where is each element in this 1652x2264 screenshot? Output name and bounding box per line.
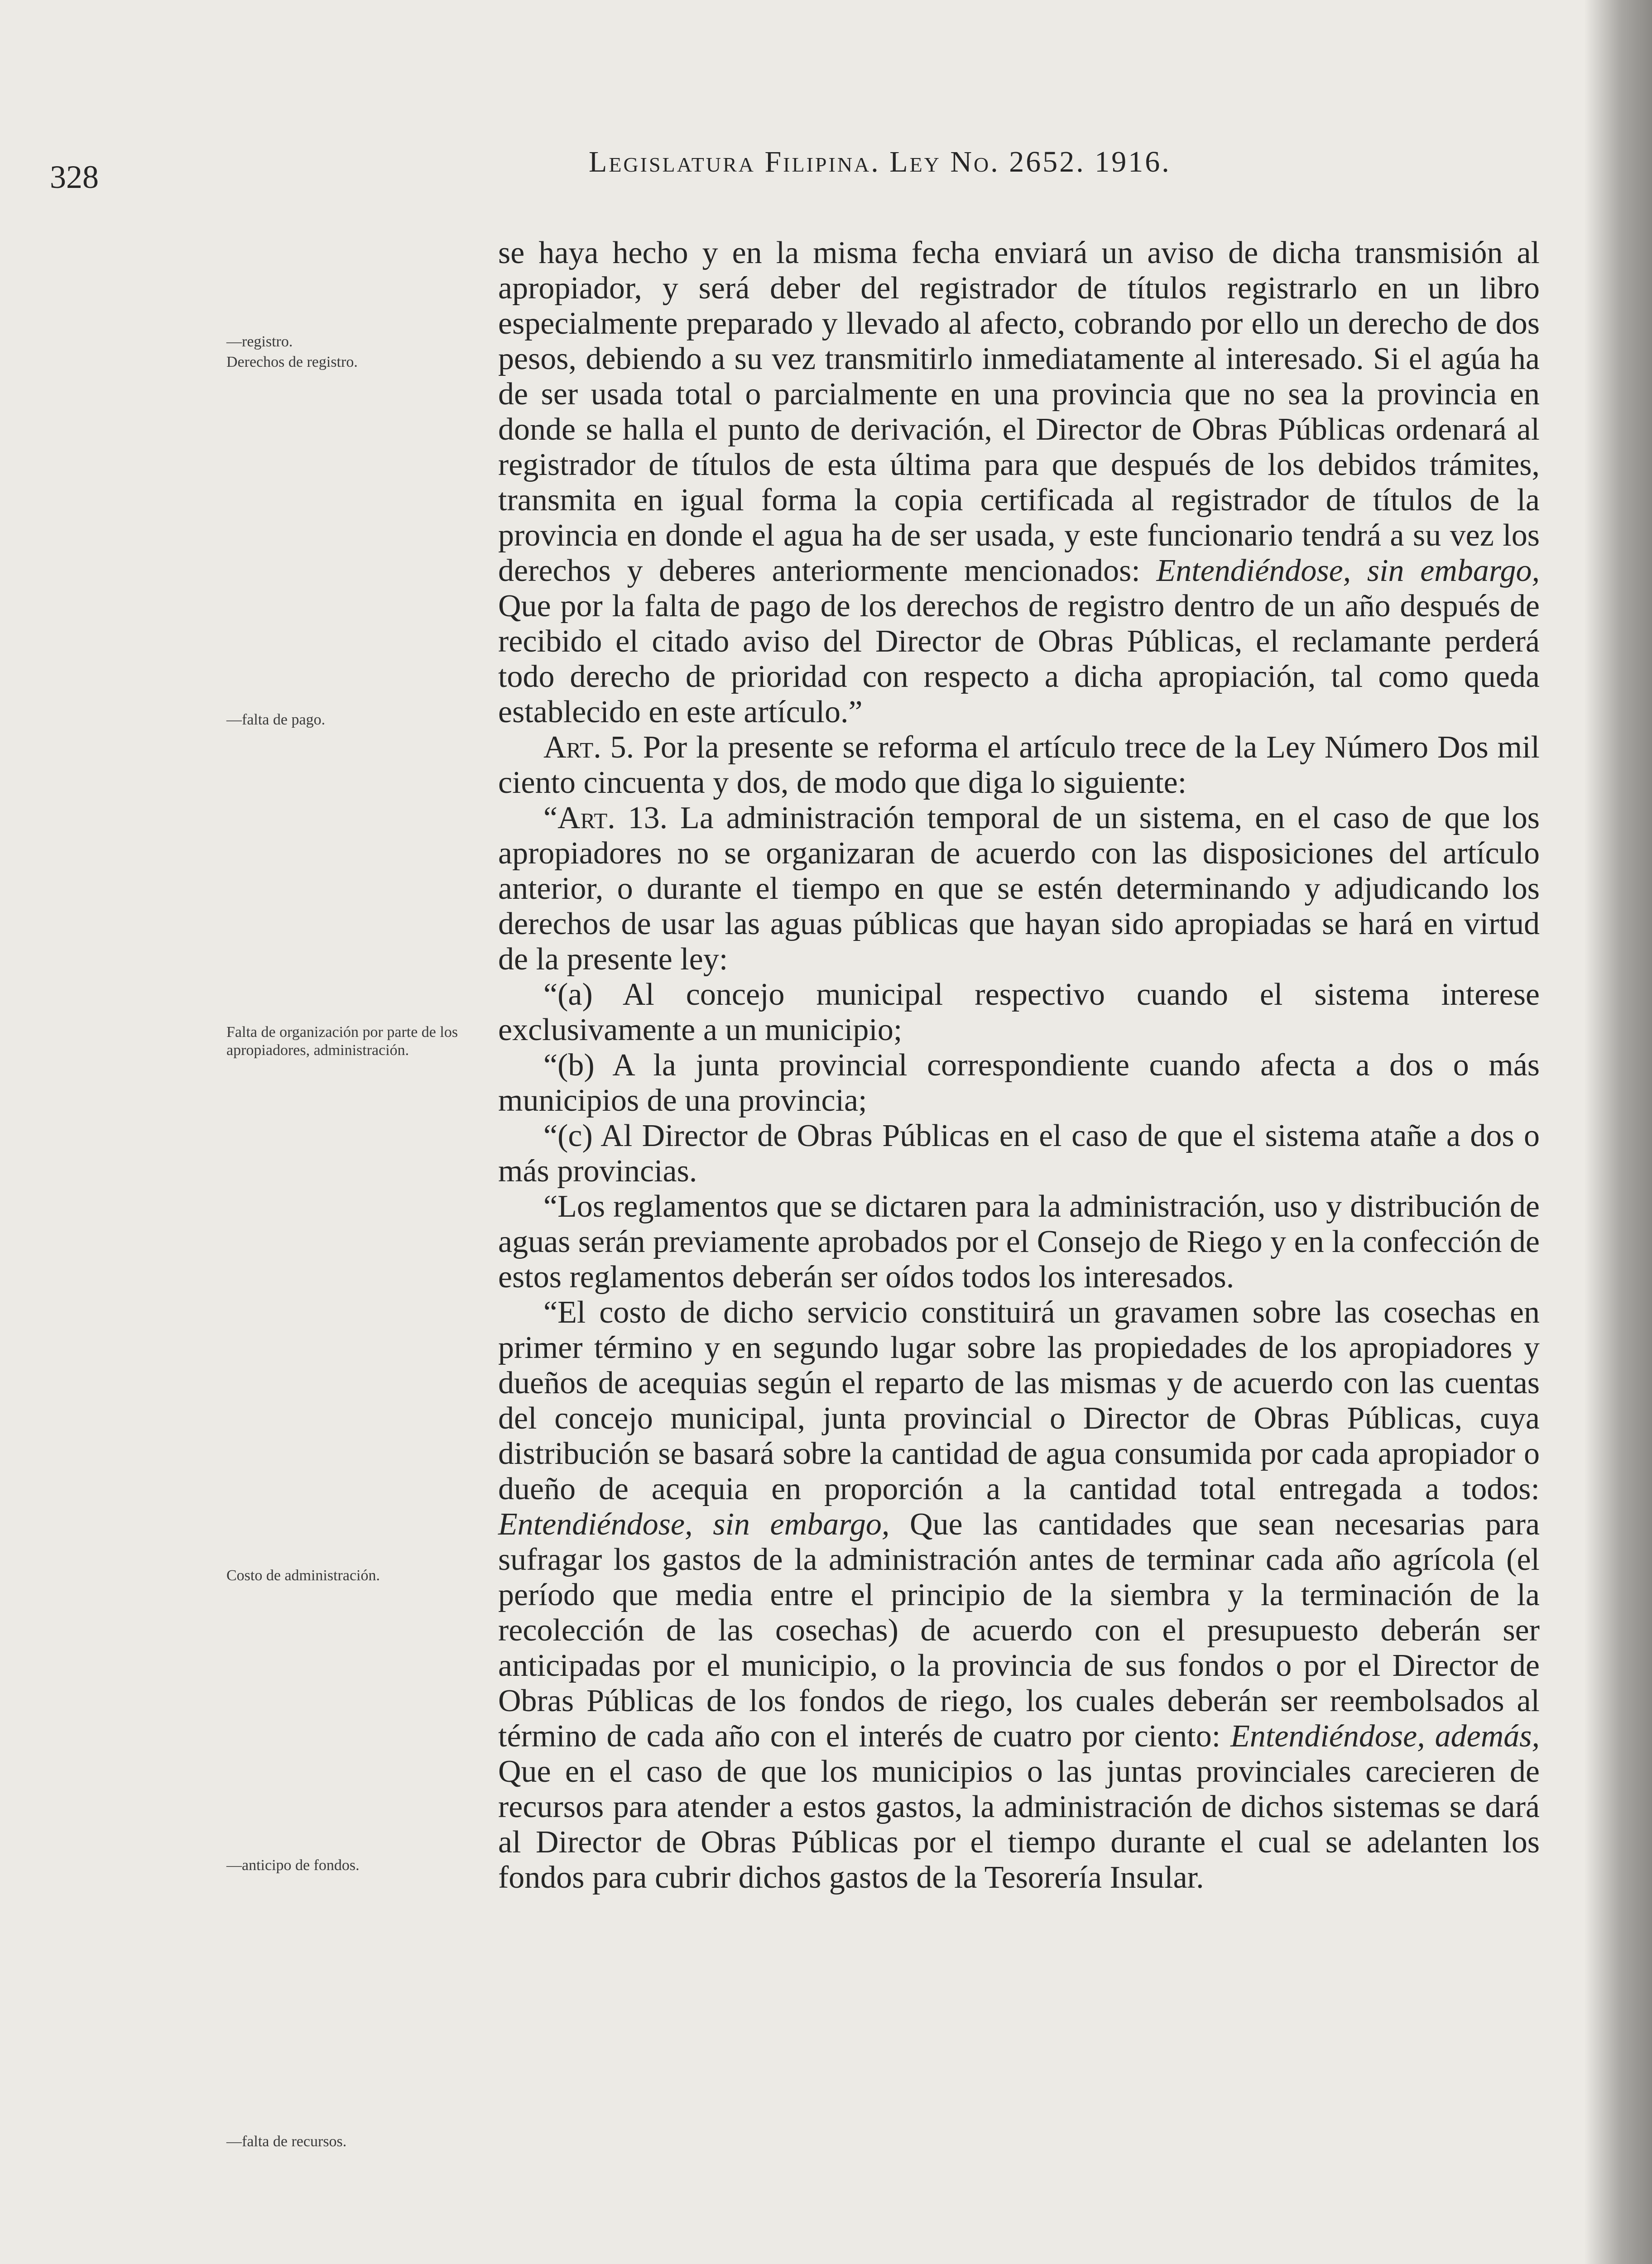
paragraph-article-13: “Art. 13. La administración temporal de un sistema, en el caso de que los apropiadores no se organizaran de acuerdo con las disposiciones del artículo anterior, o durante el tiempo en que se estén determinando y adjudicando los derechos de usar las aguas públicas que hayan sido apropiadas se hará en virtud de la presente ley:: [498, 801, 1540, 977]
margin-note-falta-de-organizacion: Falta de organización por parte de los apropiadores, administración.: [226, 1024, 458, 1059]
paragraph-article-5: Art. 5. Por la presente se reforma el artículo trece de la Ley Número Dos mil ciento cincuenta y dos, de modo que diga lo siguiente:: [498, 730, 1540, 800]
paragraph-registro: se haya hecho y en la misma fecha enviará un aviso de dicha transmisión al apropiador, y será deber del registrador de títulos registrarlo en un libro especialmente preparado y llevado al afecto, cobrando por ello un derecho de dos pesos, debiendo a su vez transmitirlo inmediatamente al interesado. Si el agúa ha de ser usada total o parcialmente en una provincia que no sea la provincia en donde se halla el punto de derivación, el Director de Obras Públicas ordenará al registrador de títulos de esta última para que después de los debidos trámites, transmita en igual forma la copia certificada al registrador de títulos de la provincia en donde el agua ha de ser usada, y este funcionario tendrá a su vez los derechos y deberes anteriormente mencionados: Entendiéndose, sin embargo, Que por la falta de pago de los derechos de registro dentro de un año después de recibido el citado aviso del Director de Obras Públicas, el reclamante perderá todo derecho de prioridad con respecto a dicha apropiación, tal como queda establecido en este artículo.”: [498, 235, 1540, 729]
margin-note-falta-de-recursos: —falta de recursos.: [226, 2133, 347, 2150]
page-edge-shadow: [1584, 0, 1652, 2264]
margin-note-falta-de-pago: —falta de pago.: [226, 711, 326, 728]
margin-note-costo-de-administracion: Costo de administración.: [226, 1567, 380, 1584]
margin-note-anticipo-de-fondos: —anticipo de fondos.: [226, 1857, 360, 1874]
paragraph-reglamentos: “Los reglamentos que se dictaren para la administración, uso y distribución de aguas serán previamente aprobados por el Consejo de Riego y en la confección de estos reglamentos deberán ser oídos todos los interesados.: [498, 1189, 1540, 1295]
running-header: Legislatura Filipina. Ley No. 2652. 1916.: [589, 145, 1171, 178]
paragraph-costo: “El costo de dicho servicio constituirá un gravamen sobre las cosechas en primer término y en segundo lugar sobre las propiedades de los apropiadores y dueños de acequias según el reparto de las mismas y de acuerdo con las cuentas del concejo municipal, junta provincial o Director de Obras Públicas, cuya distribución se basará sobre la cantidad de agua consumida por cada apropiador o dueño de acequia en proporción a la cantidad total entregada a todos: Entendiéndose, sin embargo, Que las cantidades que sean necesarias para sufragar los gastos de la administración antes de terminar cada año agrícola (el período que media entre el principio de la siembra y la terminación de la recolección de las cosechas) de acuerdo con el presupuesto deberán ser anticipadas por el municipio, o la provincia de sus fondos o por el Director de Obras Públicas de los fondos de riego, los cuales deberán ser reembolsados al término de cada año con el interés de cuatro por ciento: Entendiéndose, además, Que en el caso de que los municipios o las juntas provinciales carecieren de recursos para atender a estos gastos, la administración de dichos sistemas se dará al Director de Obras Públicas por el tiempo durante el cual se adelanten los fondos para cubrir dichos gastos de la Tesorería Insular.: [498, 1295, 1540, 1895]
margin-note-registro: —registro.: [226, 333, 293, 350]
page-number: 328: [50, 159, 99, 195]
margin-note-derechos-de-registro: Derechos de registro.: [226, 354, 358, 370]
item-b: “(b) A la junta provincial correspondiente cuando afecta a dos o más municipios de una provincia;: [498, 1048, 1540, 1118]
item-c: “(c) Al Director de Obras Públicas en el caso de que el sistema atañe a dos o más provincias.: [498, 1118, 1540, 1189]
body-text: [498, 235, 1540, 1895]
item-a: “(a) Al concejo municipal respectivo cuando el sistema interese exclusivamente a un municipio;: [498, 977, 1540, 1047]
